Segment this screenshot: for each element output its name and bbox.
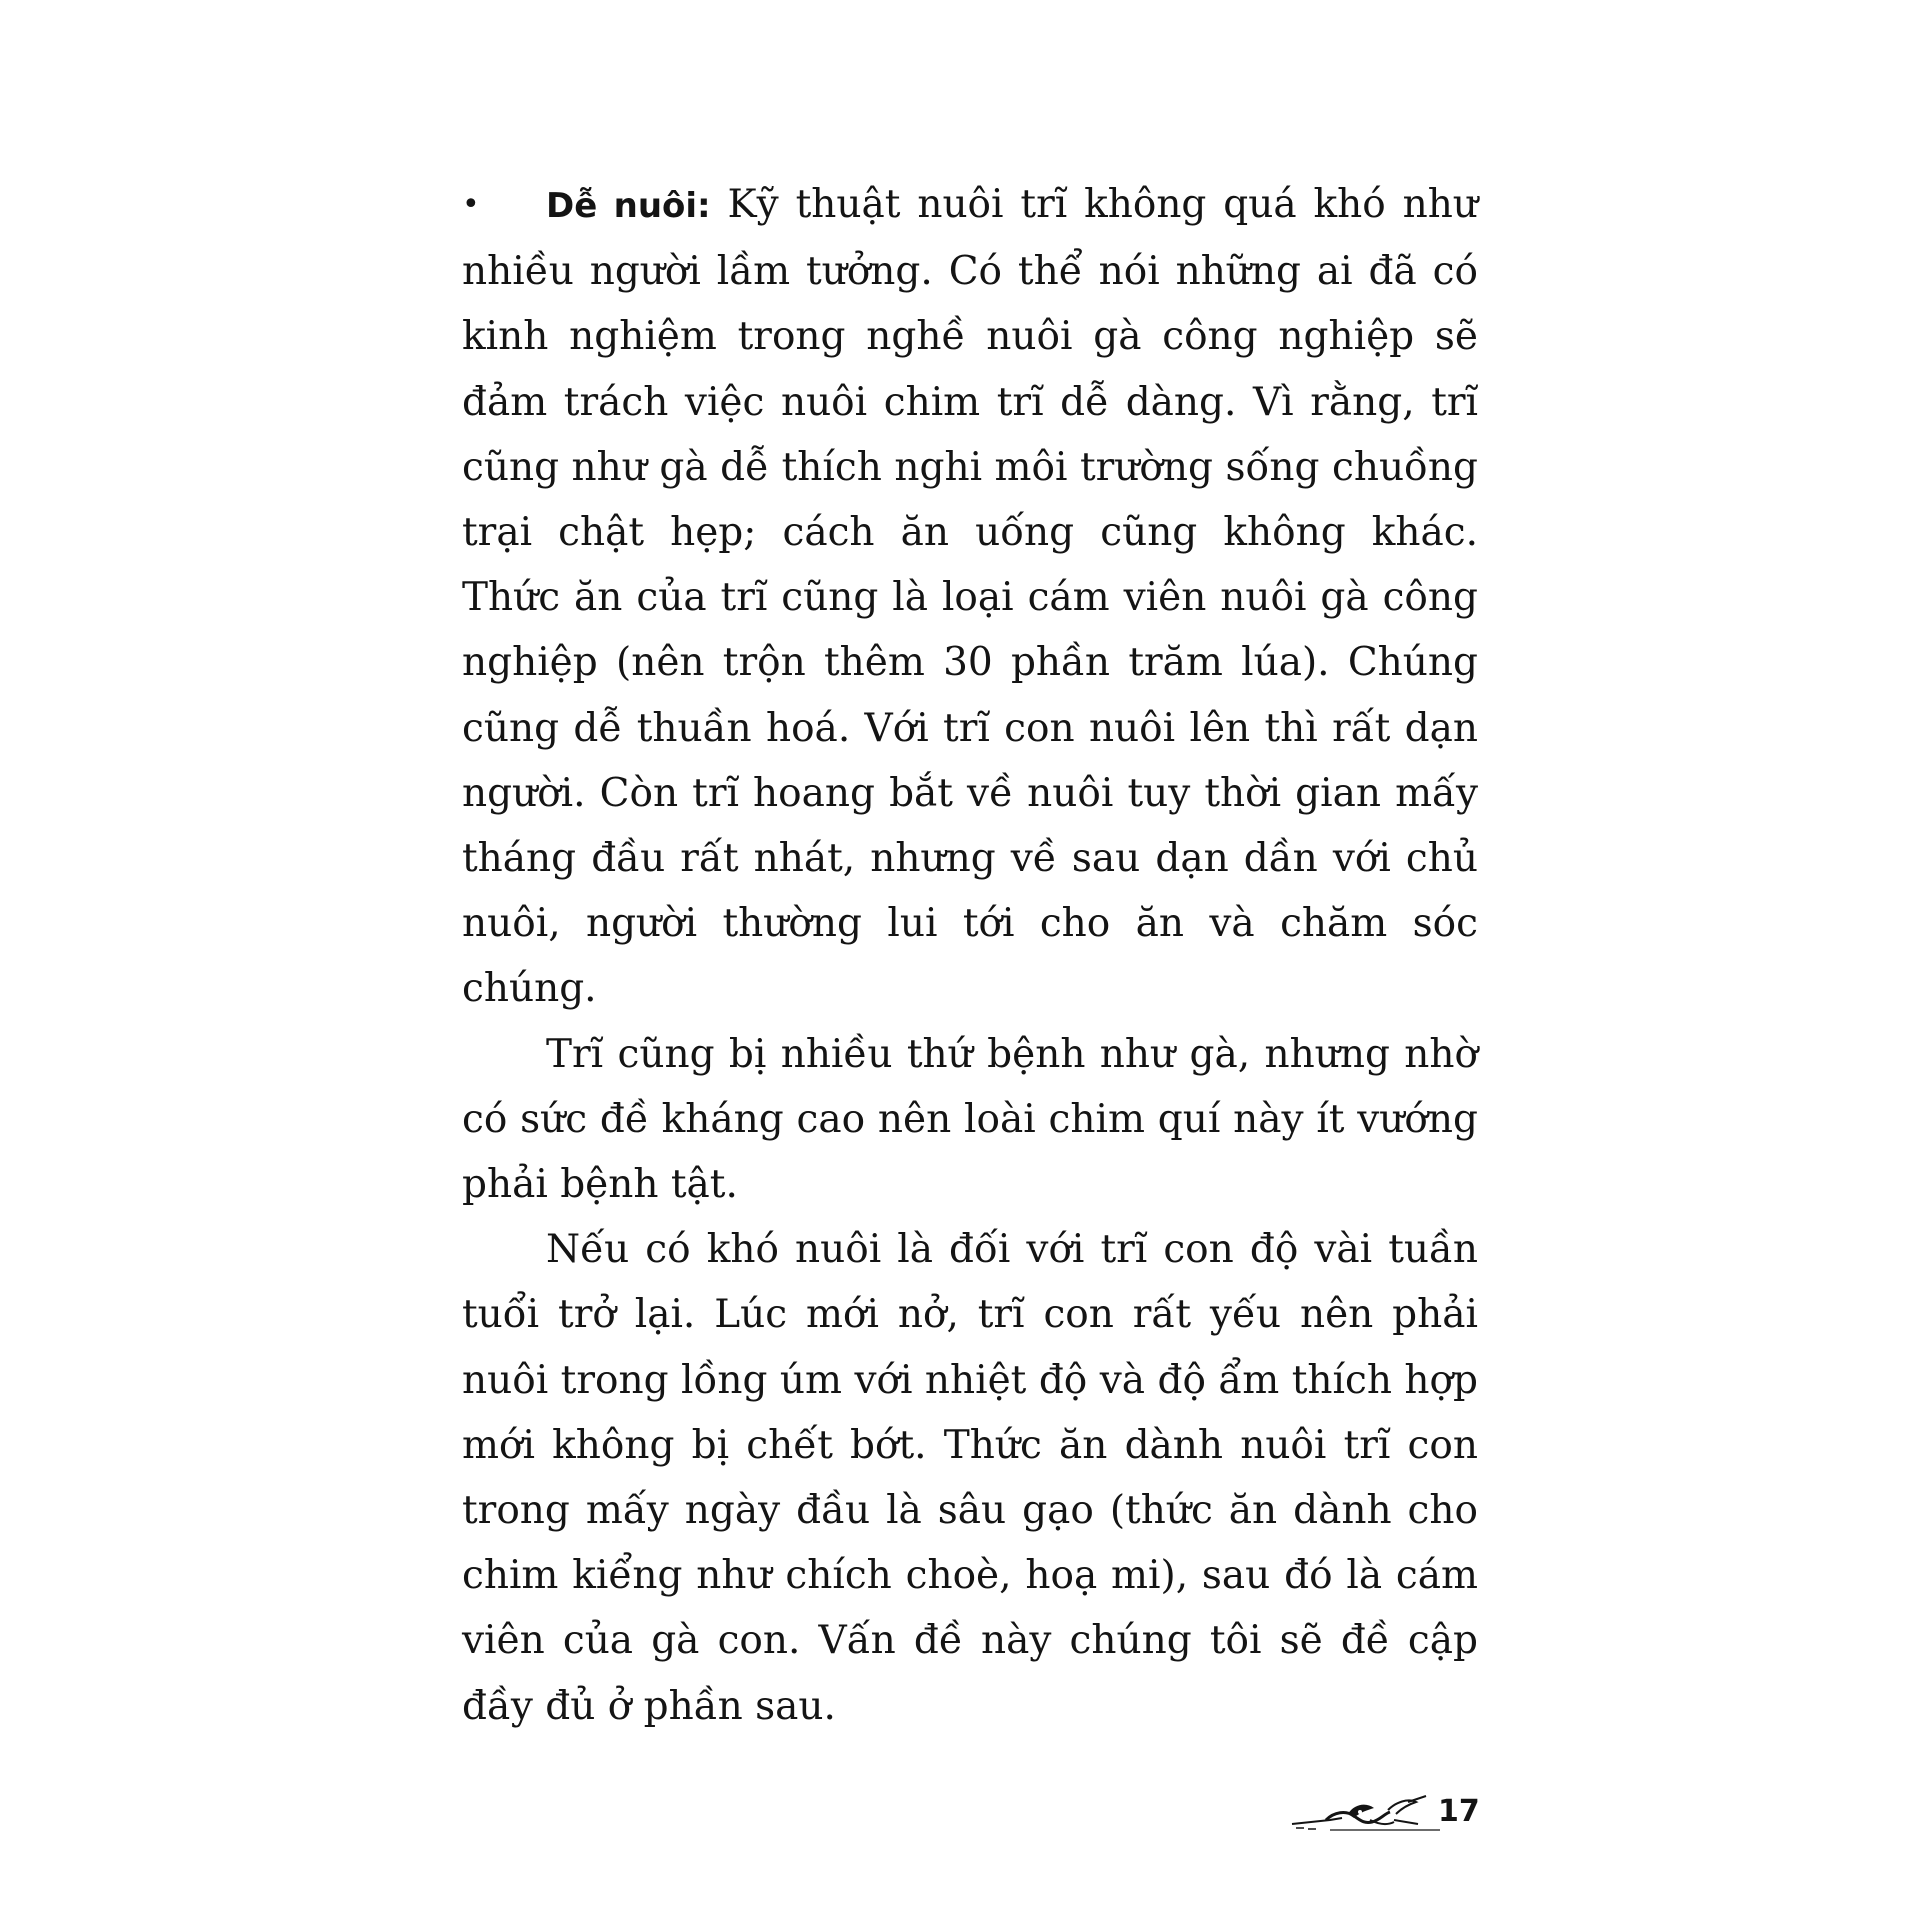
bullet-paragraph [462,172,1478,1022]
paragraph-disease: Trĩ cũng bị nhiều thứ bệnh như gà, nhưng nhờ có sức đề kháng cao nên loài chim quí này ít vướng phải bệnh tật. [462,1031,1478,1208]
page-footer [1290,1790,1480,1834]
bird-ornament-icon [1290,1790,1440,1834]
bullet-text: Kỹ thuật nuôi trĩ không quá khó như nhiều người lầm tưởng. Có thể nói những ai đã có kinh nghiệm trong nghề nuôi gà công nghiệp sẽ đảm trách việc nuôi chim trĩ dễ dàng. Vì rằng, trĩ cũng như gà dễ thích nghi môi trường sống chuồng trại chật hẹp; cách ăn uống cũng không khác. Thức ăn của trĩ cũng là loại cám viên nuôi gà công nghiệp (nên trộn thêm 30 phần trăm lúa). Chúng cũng dễ thuần hoá. Với trĩ con nuôi lên thì rất dạn người. Còn trĩ hoang bắt về nuôi tuy thời gian mấy tháng đầu rất nhát, nhưng về sau dạn dần với chủ nuôi, người thường lui tới cho ăn và chăm sóc chúng. [462,182,1478,1012]
page-number: 17 [1438,1794,1480,1829]
paragraph-chick-care: Nếu có khó nuôi là đối với trĩ con độ vài tuần tuổi trở lại. Lúc mới nở, trĩ con rất yếu nên phải nuôi trong lồng úm với nhiệt độ và độ ẩm thích hợp mới không bị chết bớt. Thức ăn dành nuôi trĩ con trong mấy ngày đầu là sâu gạo (thức ăn dành cho chim kiểng như chích choè, hoạ mi), sau đó là cám viên của gà con. Vấn đề này chúng tôi sẽ đề cập đầy đủ ở phần sau. [462,1227,1478,1729]
bullet-icon: • [462,187,480,222]
bullet-term: Dễ nuôi: [546,186,711,226]
body-text [462,172,1478,1739]
